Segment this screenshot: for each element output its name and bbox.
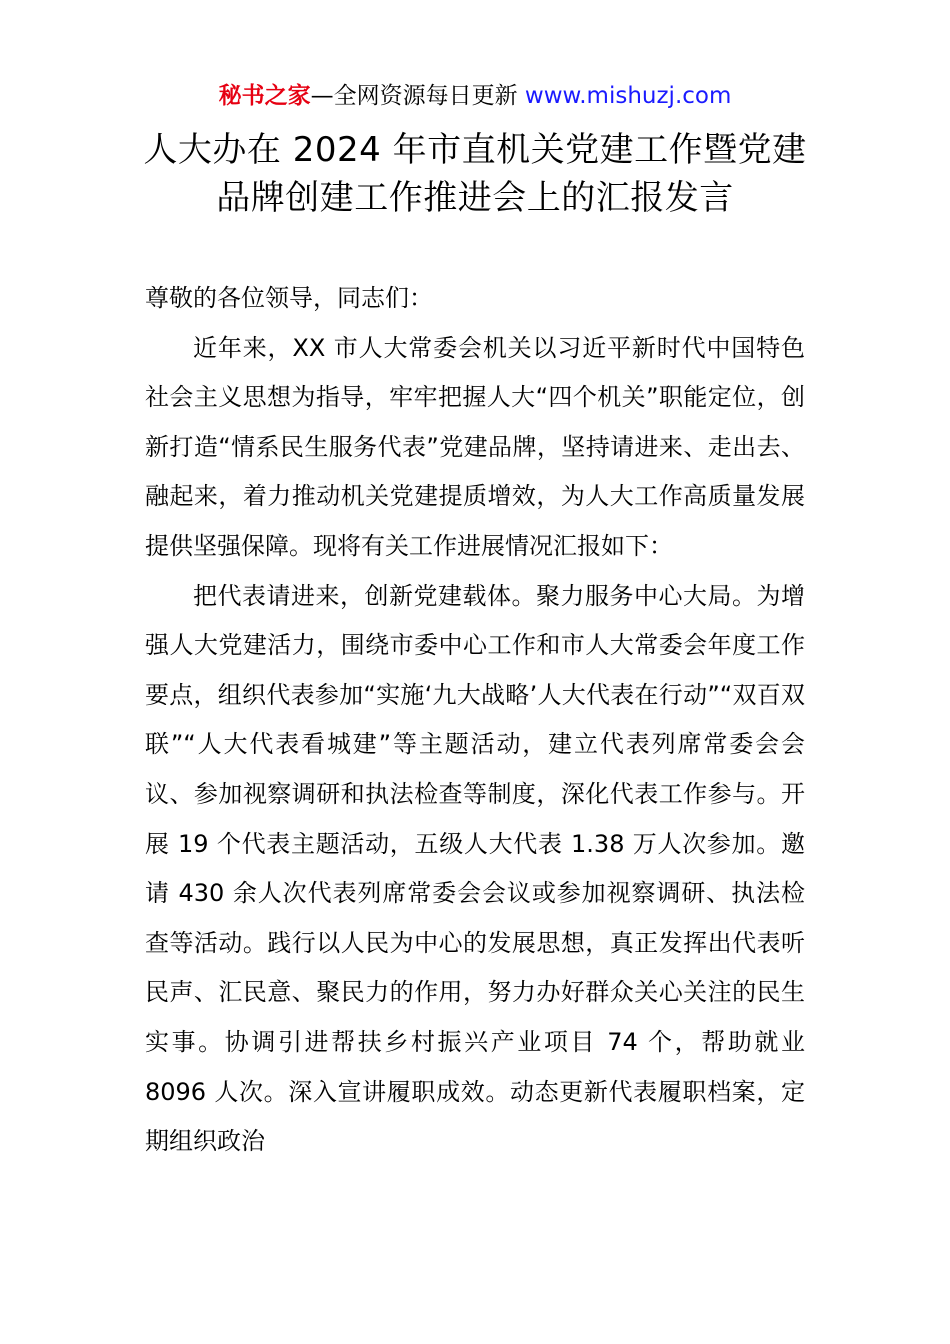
paragraph-2: 把代表请进来，创新党建载体。聚力服务中心大局。为增强人大党建活力，围绕市委中心工作和市人大常委会年度工作要点，组织代表参加“实施‘九大战略’人大代表在行动”“双百双联”“人大代表看城建”等主题活动，建立代表列席常委会会议、参加视察调研和执法检查等制度，深化代表工作参与。开展 19 个代表主题活动，五级人大代表 1.38 万人次参加。邀请 430 余人次代表列席常委会会议或参加视察调研、执法检查等活动。践行以人民为中心的发展思想，真正发挥出代表听民声、汇民意、聚民力的作用，努力办好群众关心关注的民生实事。协调引进帮扶乡村振兴产业项目 74 个，帮助就业 8096 人次。深入宣讲履职成效。动态更新代表履职档案，定期组织政治 — [145, 581, 805, 1156]
document-title — [60, 126, 890, 222]
document-body — [145, 274, 805, 1167]
site-url-link[interactable]: www.mishuzj.com — [524, 83, 732, 109]
site-name: 秘书之家 — [218, 83, 311, 109]
site-header — [0, 80, 950, 112]
title-line-2: 品牌创建工作推进会上的汇报发言 — [216, 178, 734, 218]
greeting: 尊敬的各位领导，同志们： — [145, 284, 433, 312]
site-tagline: —全网资源每日更新 — [310, 83, 525, 109]
title-line-1: 人大办在 2024 年市直机关党建工作暨党建 — [143, 130, 807, 170]
paragraph-1: 近年来，XX 市人大常委会机关以习近平新时代中国特色社会主义思想为指导，牢牢把握人大“四个机关”职能定位，创新打造“情系民生服务代表”党建品牌，坚持请进来、走出去、融起来，着力推动机关党建提质增效，为人大工作高质量发展提供坚强保障。现将有关工作进展情况汇报如下： — [145, 333, 805, 560]
